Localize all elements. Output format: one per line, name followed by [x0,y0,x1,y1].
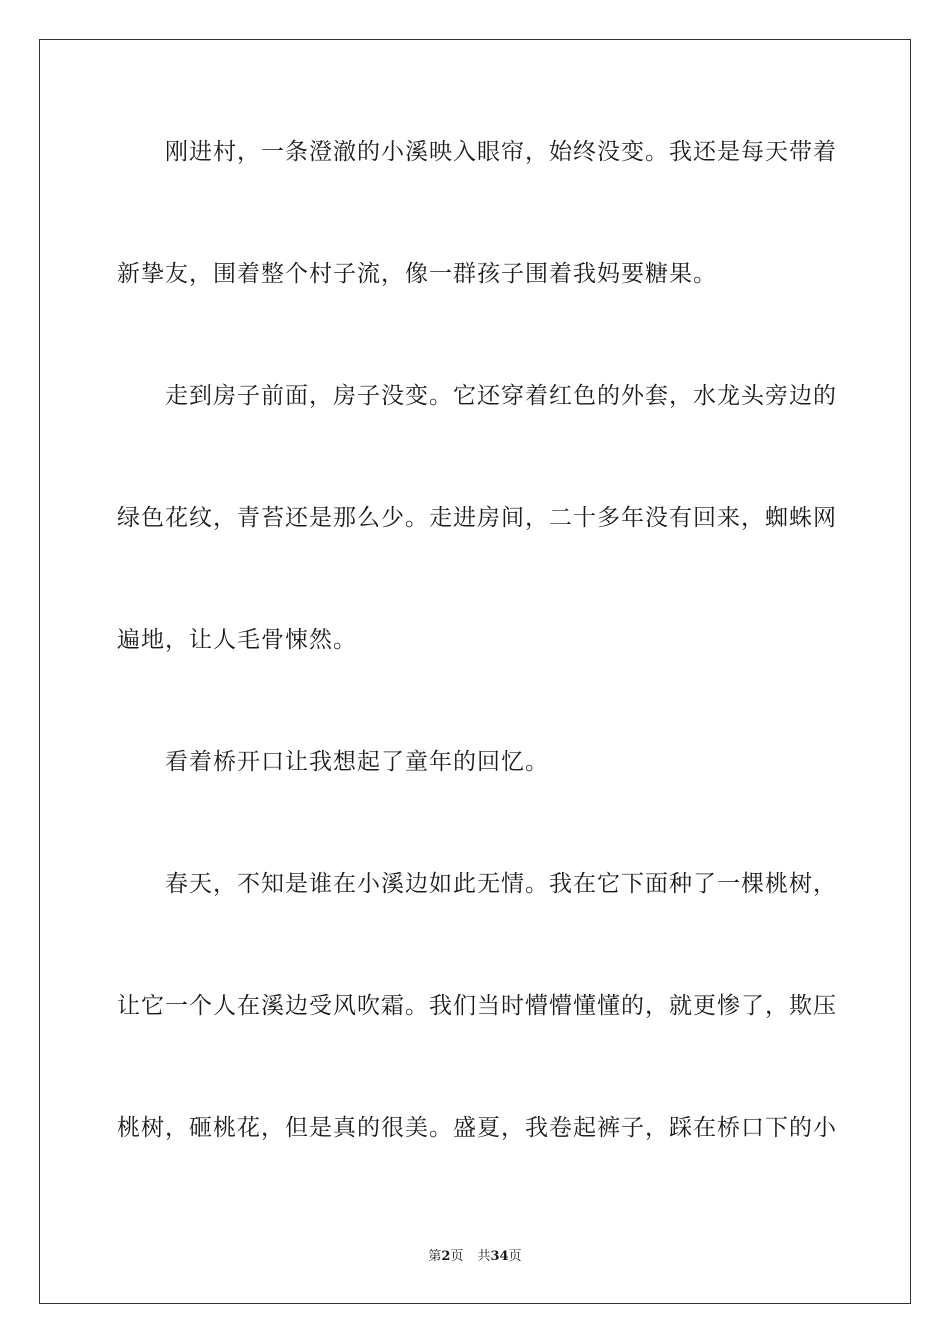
paragraph-line: 绿色花纹，青苔还是那么少。走进房间，二十多年没有回来，蜘蛛网 [117,505,837,531]
paragraph-line: 走到房子前面，房子没变。它还穿着红色的外套，水龙头旁边的 [165,383,837,409]
page-prefix: 第 [428,1249,442,1264]
paragraph-line: 桃树，砸桃花，但是真的很美。盛夏，我卷起裤子，踩在桥口下的小 [117,1115,837,1141]
total-pages: 34 [490,1249,509,1264]
page-suffix: 页 [450,1249,464,1264]
total-prefix: 共 [477,1249,491,1264]
page-number: 2 [441,1249,451,1264]
paragraph-line: 新挚友，围着整个村子流，像一群孩子围着我妈要糖果。 [117,261,717,287]
total-suffix: 页 [508,1249,522,1264]
paragraph-line: 遍地，让人毛骨悚然。 [117,627,357,653]
paragraph-line: 看着桥开口让我想起了童年的回忆。 [165,749,549,775]
paragraph-line: 春天，不知是谁在小溪边如此无情。我在它下面种了一棵桃树， [165,871,837,897]
paragraph-line: 让它一个人在溪边受风吹霜。我们当时懵懵懂懂的，就更惨了，欺压 [117,993,837,1019]
paragraph-line: 刚进村，一条澄澈的小溪映入眼帘，始终没变。我还是每天带着 [165,139,837,165]
page-footer [0,1249,950,1265]
